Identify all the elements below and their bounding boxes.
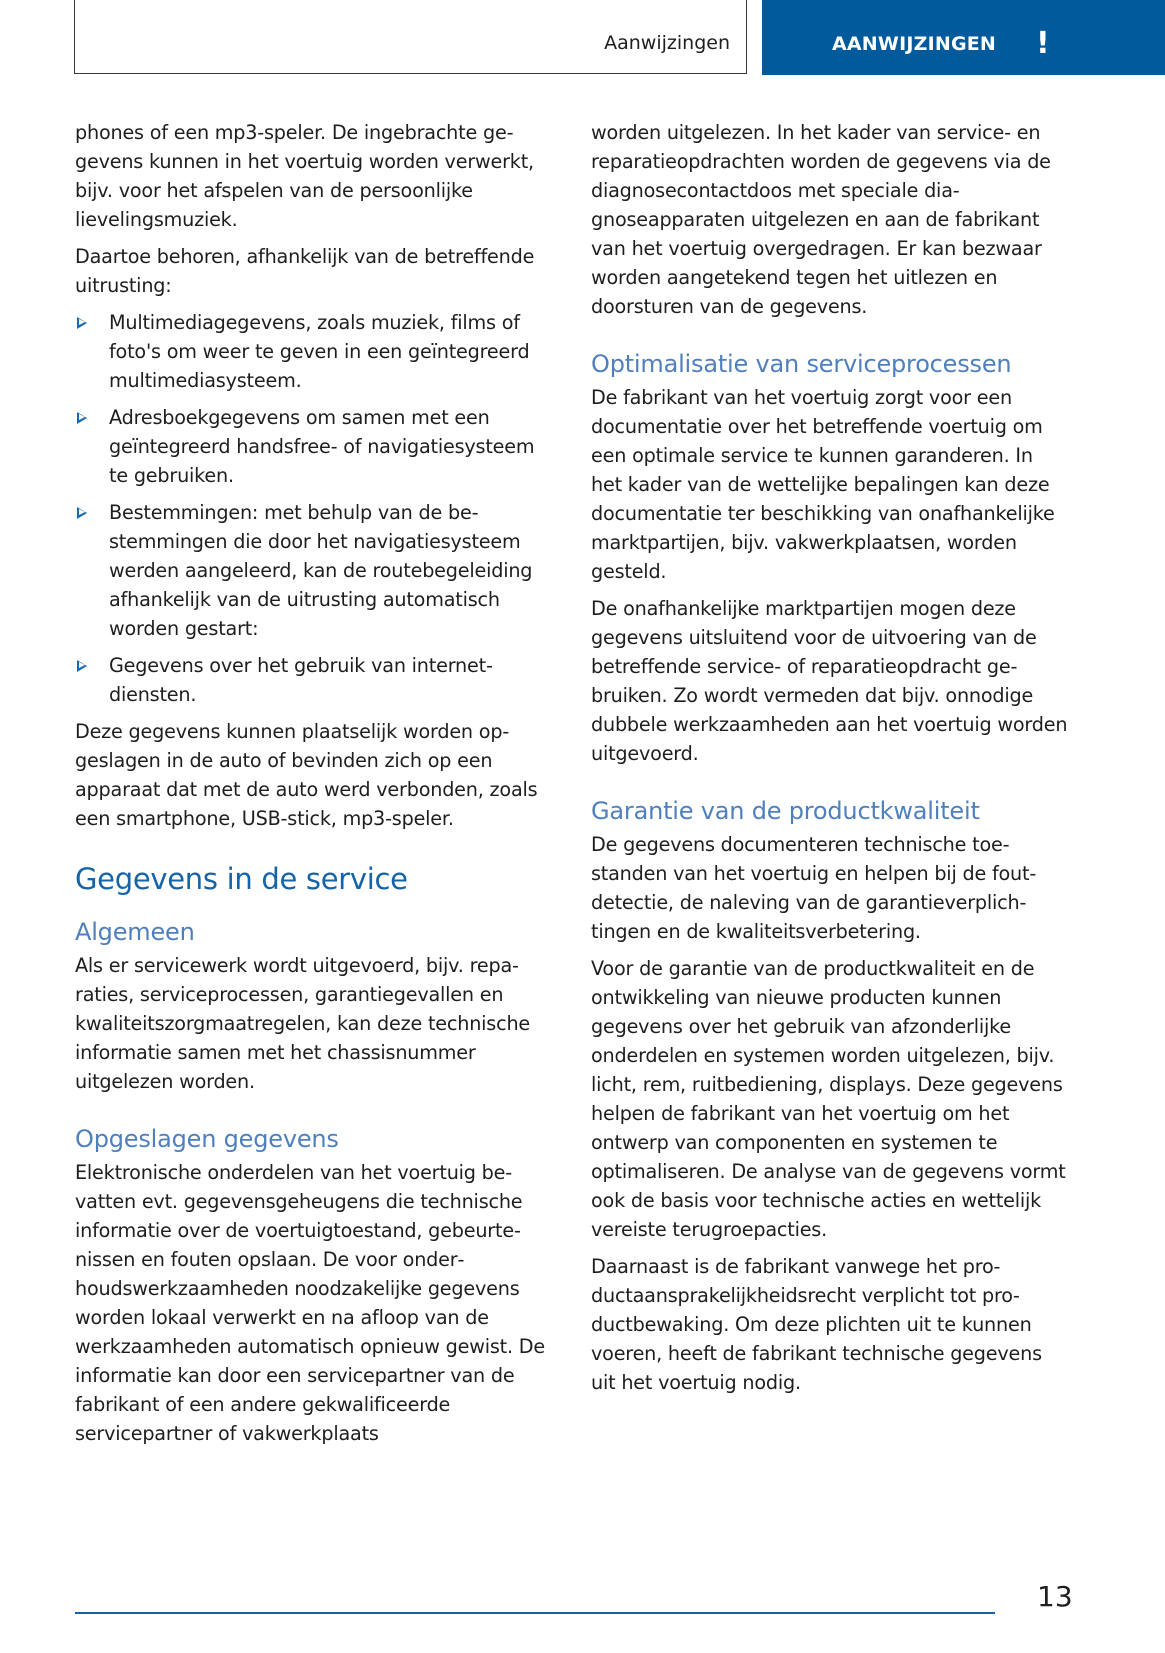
closing-paragraph: Deze gegevens kunnen plaatselijk worden opgeslagen in de auto of bevinden zich op een apparaat dat met de auto werd verbonden, zoals een smartphone, USB-stick, mp3-speler. [75, 720, 538, 830]
list-item-text: Adresboekgegevens om samen met een geïntegreerd handsfree- of navigatiesysteem te gebruiken. [109, 406, 535, 487]
triangle-bullet-icon [77, 317, 87, 329]
bullet-list [75, 308, 553, 709]
page-number: 13 [1037, 1580, 1073, 1613]
triangle-bullet-icon [77, 412, 87, 424]
right-column [591, 118, 1069, 1405]
list-intro: Daartoe behoren, afhankelijk van de betreffende uitrusting: [75, 245, 535, 297]
garantie-paragraph: Daarnaast is de fabrikant vanwege het productaansprakelijkheidsrecht verplicht tot productbewaking. Om deze plichten uit te kunnen voeren, heeft de fabrikant technische gegevens uit het voertuig nodig. [591, 1255, 1042, 1394]
subsection-title-opgeslagen: Opgeslagen gegevens [75, 1125, 339, 1153]
list-item [75, 308, 553, 395]
list-item [75, 651, 553, 709]
header-chapter-box [74, 0, 747, 74]
garantie-paragraph: De gegevens documenteren technische toestanden van het voertuig en helpen bij de foutdetectie, de naleving van de garantieverplichtingen en de kwaliteitsverbetering. [591, 833, 1037, 943]
intro-paragraph: phones of een mp3-speler. De ingebrachte gegevens kunnen in het voertuig worden verwerkt, bijv. voor het afspelen van de persoonlijke lievelingsmuziek. [75, 121, 534, 231]
list-item-text: Multimediagegevens, zoals muziek, films of foto's om weer te geven in een geïntegreerd multimediasysteem. [109, 311, 530, 392]
section-title: Gegevens in de service [75, 862, 408, 896]
optimalisatie-paragraph: De fabrikant van het voertuig zorgt voor een documentatie over het betreffende voertuig om een optimale service te kunnen garanderen. In het kader van de wettelijke bepalingen kan deze documentatie ter beschikking van onafhankelijke marktpartijen, bijv. vakwerkplaatsen, worden gesteld. [591, 386, 1055, 583]
triangle-bullet-icon [77, 507, 87, 519]
chapter-tab[interactable] [762, 0, 1165, 75]
chapter-tab-label: AANWIJZINGEN [832, 33, 997, 55]
subsection-title-algemeen: Algemeen [75, 918, 195, 946]
triangle-bullet-icon [77, 660, 87, 672]
chapter-label: Aanwijzingen [604, 32, 730, 54]
list-item-text: Bestemmingen: met behulp van de bestemmingen die door het navigatiesysteem werden aangeleerd, kan de routebegeleiding afhankelijk van de uitrusting automatisch worden gestart: [109, 501, 533, 640]
optimalisatie-paragraph: De onafhankelijke marktpartijen mogen deze gegevens uitsluitend voor de uitvoering van de betreffende service- of reparatieopdracht gebruiken. Zo wordt vermeden dat bijv. onnodige dubbele werkzaamheden aan het voertuig worden uitgevoerd. [591, 597, 1068, 765]
algemeen-paragraph: Als er servicewerk wordt uitgevoerd, bijv. reparaties, serviceprocessen, garantiegevallen en kwaliteitszorgmaatregelen, kan deze technische informatie samen met het chassisnummer uitgelezen worden. [75, 954, 531, 1093]
list-item [75, 403, 553, 490]
continued-paragraph: worden uitgelezen. In het kader van service- en reparatieopdrachten worden de gegevens via de diagnosecontactdoos met speciale diagnoseapparaten uitgelezen en aan de fabrikant van het voertuig overgedragen. Er kan bezwaar worden aangetekend tegen het uitlezen en doorsturen van de gegevens. [591, 121, 1051, 318]
garantie-paragraph: Voor de garantie van de productkwaliteit en de ontwikkeling van nieuwe producten kunnen gegevens over het gebruik van afzonderlijke onderdelen en systemen worden uitgelezen, bijv. licht, rem, ruitbediening, displays. Deze gegevens helpen de fabrikant van het voertuig om het ontwerp van componenten en systemen te optimaliseren. De analyse van de gegevens vormt ook de basis voor technische acties en wettelijk vereiste terugroepacties. [591, 957, 1066, 1241]
list-item [75, 498, 553, 643]
opgeslagen-paragraph: Elektronische onderdelen van het voertuig bevatten evt. gegevensgeheugens die technische informatie over de voertuigtoestand, gebeurtenissen en fouten opslaan. De voor onderhoudswerkzaamheden noodzakelijke gegevens worden lokaal verwerkt en na afloop van de werkzaamheden automatisch opnieuw gewist. De informatie kan door een servicepartner van de fabrikant of een andere gekwalificeerde servicepartner of vakwerkplaats [75, 1161, 545, 1445]
footer-rule [75, 1612, 995, 1614]
subsection-title-garantie: Garantie van de productkwaliteit [591, 797, 980, 825]
list-item-text: Gegevens over het gebruik van internetdiensten. [109, 654, 493, 706]
exclamation-icon: ! [1036, 26, 1050, 61]
subsection-title-optimalisatie: Optimalisatie van serviceprocessen [591, 350, 1012, 378]
left-column [75, 118, 553, 1456]
